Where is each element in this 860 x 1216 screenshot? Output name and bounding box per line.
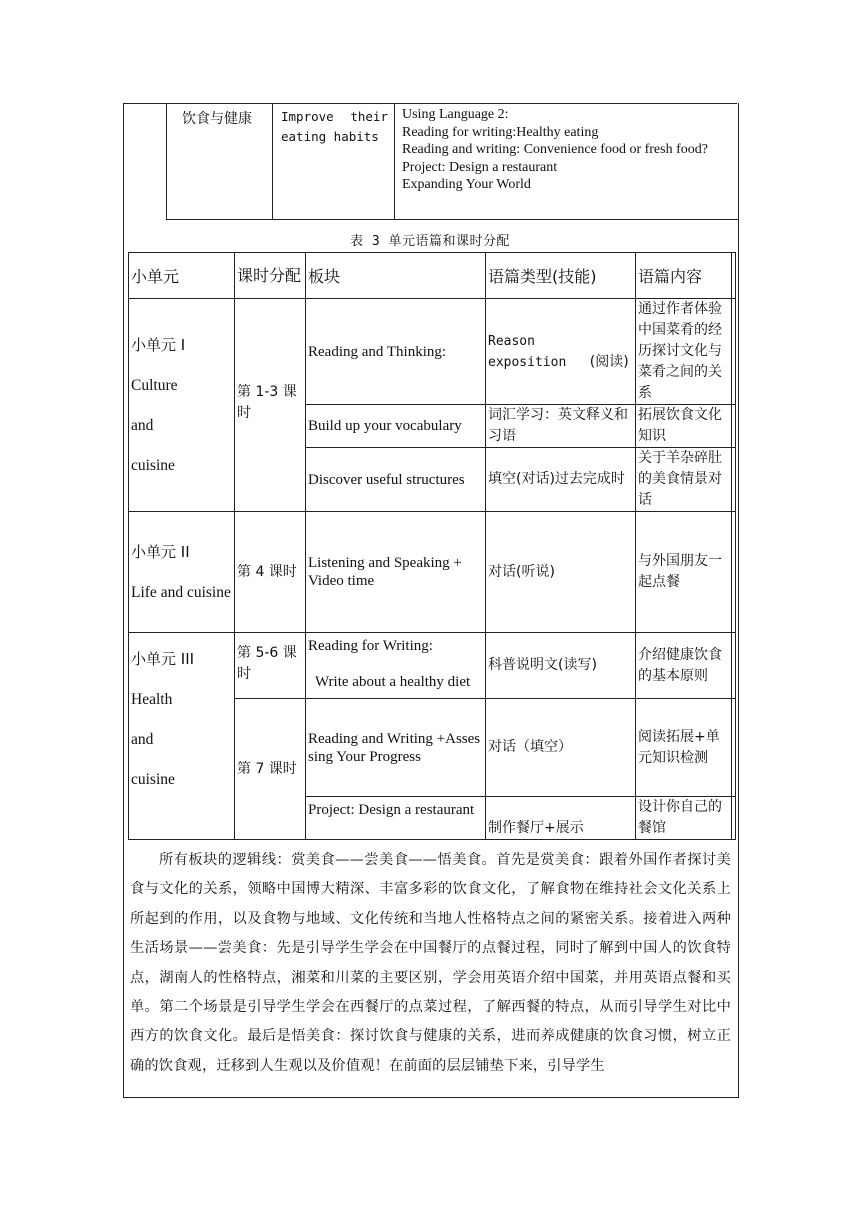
text-type-cell: 填空(对话)过去完成时	[486, 448, 636, 512]
content-cell: 关于羊杂碎肚的美食情景对话	[636, 448, 732, 512]
subunit-name-line: Life and cuisine	[131, 583, 231, 601]
section-cell: Discover useful structures	[306, 448, 486, 512]
section-cell: Listening and Speaking + Video time	[306, 512, 486, 633]
subunit-name-line: Health	[131, 691, 173, 708]
section-cell	[306, 633, 486, 699]
body-paragraph: 所有板块的逻辑线：赏美食——尝美食——悟美食。首先是赏美食：跟着外国作者探讨美食与文化的关系，领略中国博大精深、丰富多彩的饮食文化，了解食物在维持社会文化关系上所起到的作用，以及食物与地域、文化传统和当地人性格特点之间的紧密关系。接着进入两种生活场景——尝美食：先是引导学生学会在中国餐厅的点餐过程，同时了解到中国人的饮食特点，湖南人的性格特点，湘菜和川菜的主要区别，学会用英语介绍中国菜，并用英语点餐和买单。第二个场景是引导学生学会在西餐厅的点菜过程，了解西餐的特点，从而引导学生对比中西方的饮食文化。最后是悟美食：探讨饮食与健康的关系，进而养成健康的饮食习惯，树立正确的饮食观，迁移到人生观以及价值观！在前面的层层铺垫下来，引导学生	[130, 852, 731, 1074]
content-line: Project: Design a restaurant	[402, 159, 558, 175]
text-type-cell: 对话（填空）	[486, 699, 636, 797]
hours-cell: 第 1-3 课时	[235, 299, 306, 512]
unit-theme-cell: 饮食与健康	[167, 104, 273, 219]
hours-cell: 第 5-6 课时	[235, 633, 306, 699]
spacer-cell	[732, 405, 736, 448]
header-spacer	[732, 253, 736, 299]
subunit-name-line: cuisine	[131, 456, 175, 474]
goal-word: their	[350, 109, 388, 124]
subunit-title: 小单元 I	[131, 335, 186, 354]
section-line: Write about a healthy diet	[315, 674, 471, 690]
subunit-2-cell	[129, 512, 235, 633]
section-cell: Build up your vocabulary	[306, 405, 486, 448]
table-row	[129, 633, 736, 699]
content-cell: 通过作者体验中国菜肴的经历探讨文化与菜肴之间的关系	[636, 299, 732, 405]
continued-table-row	[166, 104, 738, 220]
content-cell: 设计你自己的餐馆	[636, 797, 732, 840]
subunit-title: 小单元 II	[131, 542, 190, 561]
subunit-title: 小单元 III	[131, 650, 195, 668]
spacer-cell	[732, 448, 736, 512]
content-line: Expanding Your World	[402, 177, 531, 192]
subunit-name-line: and	[131, 416, 154, 434]
header-subunit: 小单元	[129, 253, 235, 299]
table-row	[129, 512, 736, 633]
text-type-line: Reason	[488, 333, 535, 349]
unit-content-cell	[395, 104, 738, 219]
spacer-cell	[732, 512, 736, 633]
unit-goal-cell	[273, 104, 395, 219]
subunit-1-cell	[129, 299, 235, 512]
header-text-type: 语篇类型(技能)	[486, 253, 636, 299]
spacer-cell	[732, 633, 736, 699]
content-cell: 阅读拓展+单元知识检测	[636, 699, 732, 797]
header-hours: 课时分配	[235, 253, 306, 299]
header-row	[129, 253, 736, 299]
section-cell: Reading and Writing +Assessing Your Progress	[306, 699, 486, 797]
hours-cell: 第 7 课时	[235, 699, 306, 840]
section-line: Reading for Writing:	[308, 638, 433, 654]
text-type-cell: 词汇学习：英文释义和习语	[486, 405, 636, 448]
text-type-skill: (阅读)	[589, 353, 629, 370]
content-cell: 与外国朋友一起点餐	[636, 512, 732, 633]
header-content: 语篇内容	[636, 253, 732, 299]
header-section: 板块	[306, 253, 486, 299]
section-cell: Project: Design a restaurant	[306, 797, 486, 840]
table-caption: 表 3 单元语篇和课时分配	[350, 234, 510, 249]
subunit-name-line: and	[131, 731, 154, 748]
spacer-cell	[732, 699, 736, 797]
text-type-cell: 对话(听说)	[486, 512, 636, 633]
section-cell: Reading and Thinking:	[306, 299, 486, 405]
goal-line: eating habits	[281, 129, 379, 144]
content-cell: 拓展饮食文化知识	[636, 405, 732, 448]
subunit-3-cell	[129, 633, 235, 840]
content-line: Reading for writing:Healthy eating	[402, 124, 599, 140]
text-type-cell: 科普说明文(读写)	[486, 633, 636, 699]
lesson-allocation-table	[128, 252, 736, 840]
goal-word: Improve	[281, 109, 334, 124]
content-line: Using Language 2:	[402, 107, 509, 122]
text-type-line: exposition	[488, 354, 567, 370]
spacer-cell	[732, 797, 736, 840]
spacer-cell	[732, 299, 736, 405]
text-type-cell	[486, 299, 636, 405]
table-row	[129, 299, 736, 405]
subunit-name-line: cuisine	[131, 771, 175, 788]
content-cell: 介绍健康饮食的基本原则	[636, 633, 732, 699]
subunit-name-line: Culture	[131, 376, 178, 394]
content-line: Reading and writing: Convenience food or fresh food?	[402, 142, 708, 157]
hours-cell: 第 4 课时	[235, 512, 306, 633]
text-type-cell: 制作餐厅+展示	[486, 797, 636, 840]
